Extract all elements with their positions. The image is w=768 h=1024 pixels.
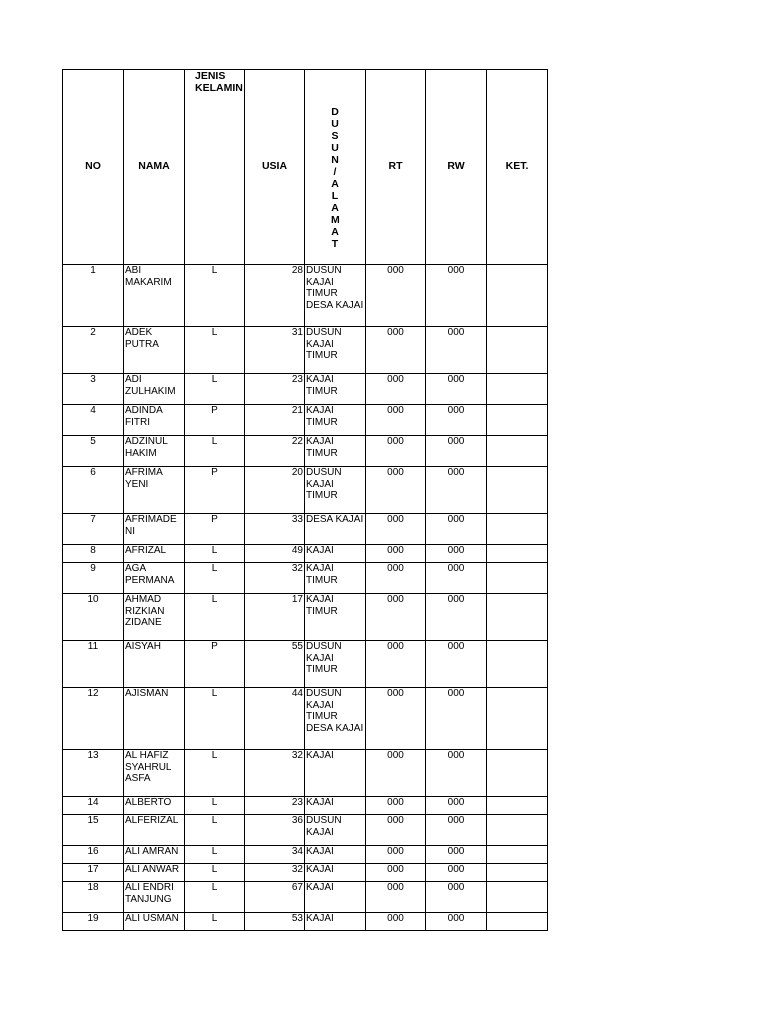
- cell-usia: 33: [245, 514, 305, 545]
- cell-nama: AGA PERMANA: [124, 563, 185, 594]
- cell-rt: 000: [366, 545, 426, 563]
- cell-no: 11: [63, 641, 124, 688]
- cell-no: 4: [63, 405, 124, 436]
- cell-ket: [487, 815, 548, 846]
- cell-ket: [487, 688, 548, 750]
- cell-no: 19: [63, 913, 124, 931]
- cell-rt: 000: [366, 846, 426, 864]
- cell-ket: [487, 913, 548, 931]
- table-row: [63, 405, 548, 436]
- cell-rw: 000: [426, 846, 487, 864]
- cell-rt: 000: [366, 374, 426, 405]
- cell-ket: [487, 882, 548, 913]
- cell-no: 15: [63, 815, 124, 846]
- cell-ket: [487, 864, 548, 882]
- cell-usia: 31: [245, 327, 305, 374]
- cell-dusun: KAJAI TIMUR: [305, 374, 366, 405]
- cell-usia: 32: [245, 750, 305, 797]
- cell-dusun: KAJAI: [305, 864, 366, 882]
- cell-rw: 000: [426, 436, 487, 467]
- cell-rt: 000: [366, 563, 426, 594]
- cell-nama: ALFERIZAL: [124, 815, 185, 846]
- table-row: [63, 265, 548, 327]
- cell-jenis-kelamin: P: [185, 514, 245, 545]
- cell-dusun: KAJAI: [305, 750, 366, 797]
- cell-nama: AFRIMADENI: [124, 514, 185, 545]
- cell-dusun: KAJAI TIMUR: [305, 594, 366, 641]
- header-usia: USIA: [245, 70, 305, 265]
- cell-jenis-kelamin: L: [185, 913, 245, 931]
- cell-rw: 000: [426, 913, 487, 931]
- cell-rt: 000: [366, 467, 426, 514]
- table-row: [63, 846, 548, 864]
- cell-usia: 34: [245, 846, 305, 864]
- cell-no: 8: [63, 545, 124, 563]
- cell-nama: ADEK PUTRA: [124, 327, 185, 374]
- cell-nama: ABI MAKARIM: [124, 265, 185, 327]
- cell-rt: 000: [366, 688, 426, 750]
- cell-jenis-kelamin: L: [185, 846, 245, 864]
- table-row: [63, 436, 548, 467]
- cell-usia: 28: [245, 265, 305, 327]
- cell-ket: [487, 436, 548, 467]
- cell-no: 13: [63, 750, 124, 797]
- cell-no: 3: [63, 374, 124, 405]
- header-no: NO: [63, 70, 124, 265]
- table-row: [63, 864, 548, 882]
- header-rw: RW: [426, 70, 487, 265]
- table-header-row: [63, 70, 548, 265]
- cell-usia: 32: [245, 864, 305, 882]
- cell-jenis-kelamin: P: [185, 641, 245, 688]
- cell-rw: 000: [426, 688, 487, 750]
- cell-jenis-kelamin: P: [185, 467, 245, 514]
- cell-usia: 17: [245, 594, 305, 641]
- cell-jenis-kelamin: L: [185, 797, 245, 815]
- cell-ket: [487, 374, 548, 405]
- cell-usia: 36: [245, 815, 305, 846]
- cell-nama: ADI ZULHAKIM: [124, 374, 185, 405]
- resident-table: [62, 69, 548, 931]
- cell-no: 5: [63, 436, 124, 467]
- cell-dusun: KAJAI TIMUR: [305, 563, 366, 594]
- cell-ket: [487, 514, 548, 545]
- cell-no: 9: [63, 563, 124, 594]
- cell-dusun: KAJAI: [305, 846, 366, 864]
- table-row: [63, 797, 548, 815]
- cell-nama: ALI ENDRI TANJUNG: [124, 882, 185, 913]
- cell-dusun: DUSUN KAJAI TIMUR: [305, 327, 366, 374]
- cell-ket: [487, 563, 548, 594]
- cell-rt: 000: [366, 864, 426, 882]
- cell-rt: 000: [366, 594, 426, 641]
- cell-usia: 44: [245, 688, 305, 750]
- cell-jenis-kelamin: L: [185, 563, 245, 594]
- cell-usia: 53: [245, 913, 305, 931]
- cell-dusun: DUSUN KAJAI TIMUR DESA KAJAI: [305, 688, 366, 750]
- cell-rt: 000: [366, 641, 426, 688]
- cell-jenis-kelamin: L: [185, 265, 245, 327]
- cell-rt: 000: [366, 815, 426, 846]
- cell-nama: ADZINUL HAKIM: [124, 436, 185, 467]
- cell-ket: [487, 545, 548, 563]
- header-dusun-alamat: [305, 70, 366, 265]
- cell-ket: [487, 594, 548, 641]
- cell-rw: 000: [426, 563, 487, 594]
- cell-ket: [487, 265, 548, 327]
- cell-jenis-kelamin: L: [185, 594, 245, 641]
- cell-rw: 000: [426, 864, 487, 882]
- cell-rt: 000: [366, 882, 426, 913]
- cell-dusun: DUSUN KAJAI TIMUR: [305, 641, 366, 688]
- cell-nama: ADINDA FITRI: [124, 405, 185, 436]
- cell-rw: 000: [426, 545, 487, 563]
- cell-rt: 000: [366, 913, 426, 931]
- cell-rw: 000: [426, 641, 487, 688]
- cell-rt: 000: [366, 436, 426, 467]
- cell-jenis-kelamin: L: [185, 882, 245, 913]
- cell-rw: 000: [426, 374, 487, 405]
- cell-rw: 000: [426, 594, 487, 641]
- cell-dusun: DESA KAJAI: [305, 514, 366, 545]
- table-row: [63, 594, 548, 641]
- cell-dusun: DUSUN KAJAI TIMUR: [305, 467, 366, 514]
- cell-jenis-kelamin: L: [185, 436, 245, 467]
- cell-rw: 000: [426, 815, 487, 846]
- cell-ket: [487, 405, 548, 436]
- cell-nama: AFRIMA YENI: [124, 467, 185, 514]
- cell-no: 7: [63, 514, 124, 545]
- cell-ket: [487, 846, 548, 864]
- cell-nama: AHMAD RIZKIAN ZIDANE: [124, 594, 185, 641]
- cell-ket: [487, 467, 548, 514]
- cell-no: 14: [63, 797, 124, 815]
- table-row: [63, 545, 548, 563]
- cell-rt: 000: [366, 750, 426, 797]
- table-row: [63, 514, 548, 545]
- cell-rt: 000: [366, 265, 426, 327]
- cell-no: 18: [63, 882, 124, 913]
- cell-rw: 000: [426, 882, 487, 913]
- cell-nama: AJISMAN: [124, 688, 185, 750]
- table-row: [63, 688, 548, 750]
- cell-rw: 000: [426, 467, 487, 514]
- cell-no: 16: [63, 846, 124, 864]
- header-jenis-kelamin: JENIS KELAMIN: [185, 70, 245, 265]
- cell-rw: 000: [426, 514, 487, 545]
- cell-no: 2: [63, 327, 124, 374]
- cell-ket: [487, 750, 548, 797]
- cell-no: 12: [63, 688, 124, 750]
- cell-ket: [487, 797, 548, 815]
- cell-jenis-kelamin: L: [185, 374, 245, 405]
- table-row: [63, 815, 548, 846]
- cell-nama: ALI USMAN: [124, 913, 185, 931]
- cell-nama: AISYAH: [124, 641, 185, 688]
- cell-jenis-kelamin: L: [185, 688, 245, 750]
- cell-usia: 23: [245, 374, 305, 405]
- cell-rt: 000: [366, 327, 426, 374]
- cell-nama: ALI AMRAN: [124, 846, 185, 864]
- table-row: [63, 327, 548, 374]
- cell-no: 10: [63, 594, 124, 641]
- cell-usia: 55: [245, 641, 305, 688]
- header-ket: KET.: [487, 70, 548, 265]
- cell-rw: 000: [426, 265, 487, 327]
- table-row: [63, 467, 548, 514]
- cell-usia: 32: [245, 563, 305, 594]
- cell-no: 17: [63, 864, 124, 882]
- cell-dusun: KAJAI TIMUR: [305, 405, 366, 436]
- cell-dusun: KAJAI: [305, 545, 366, 563]
- cell-dusun: KAJAI TIMUR: [305, 436, 366, 467]
- cell-rt: 000: [366, 405, 426, 436]
- header-rt: RT: [366, 70, 426, 265]
- cell-jenis-kelamin: L: [185, 815, 245, 846]
- cell-usia: 49: [245, 545, 305, 563]
- cell-rt: 000: [366, 514, 426, 545]
- cell-jenis-kelamin: L: [185, 545, 245, 563]
- table-row: [63, 750, 548, 797]
- table-row: [63, 913, 548, 931]
- header-nama: NAMA: [124, 70, 185, 265]
- cell-no: 6: [63, 467, 124, 514]
- cell-usia: 22: [245, 436, 305, 467]
- cell-dusun: KAJAI: [305, 797, 366, 815]
- table-row: [63, 374, 548, 405]
- cell-jenis-kelamin: L: [185, 750, 245, 797]
- cell-nama: AFRIZAL: [124, 545, 185, 563]
- cell-rw: 000: [426, 327, 487, 374]
- cell-ket: [487, 327, 548, 374]
- cell-jenis-kelamin: P: [185, 405, 245, 436]
- cell-nama: AL HAFIZ SYAHRUL ASFA: [124, 750, 185, 797]
- cell-nama: ALBERTO: [124, 797, 185, 815]
- table-row: [63, 563, 548, 594]
- header-dusun-alamat-text: DUSUN/ALAMAT: [331, 105, 340, 250]
- cell-rw: 000: [426, 750, 487, 797]
- cell-ket: [487, 641, 548, 688]
- cell-rw: 000: [426, 797, 487, 815]
- cell-jenis-kelamin: L: [185, 327, 245, 374]
- cell-dusun: KAJAI: [305, 882, 366, 913]
- cell-usia: 23: [245, 797, 305, 815]
- cell-usia: 67: [245, 882, 305, 913]
- cell-rw: 000: [426, 405, 487, 436]
- table-row: [63, 882, 548, 913]
- cell-dusun: KAJAI: [305, 913, 366, 931]
- cell-nama: ALI ANWAR: [124, 864, 185, 882]
- cell-usia: 21: [245, 405, 305, 436]
- cell-dusun: DUSUN KAJAI TIMUR DESA KAJAI: [305, 265, 366, 327]
- cell-jenis-kelamin: L: [185, 864, 245, 882]
- cell-no: 1: [63, 265, 124, 327]
- table-row: [63, 641, 548, 688]
- cell-dusun: DUSUN KAJAI: [305, 815, 366, 846]
- cell-usia: 20: [245, 467, 305, 514]
- cell-rt: 000: [366, 797, 426, 815]
